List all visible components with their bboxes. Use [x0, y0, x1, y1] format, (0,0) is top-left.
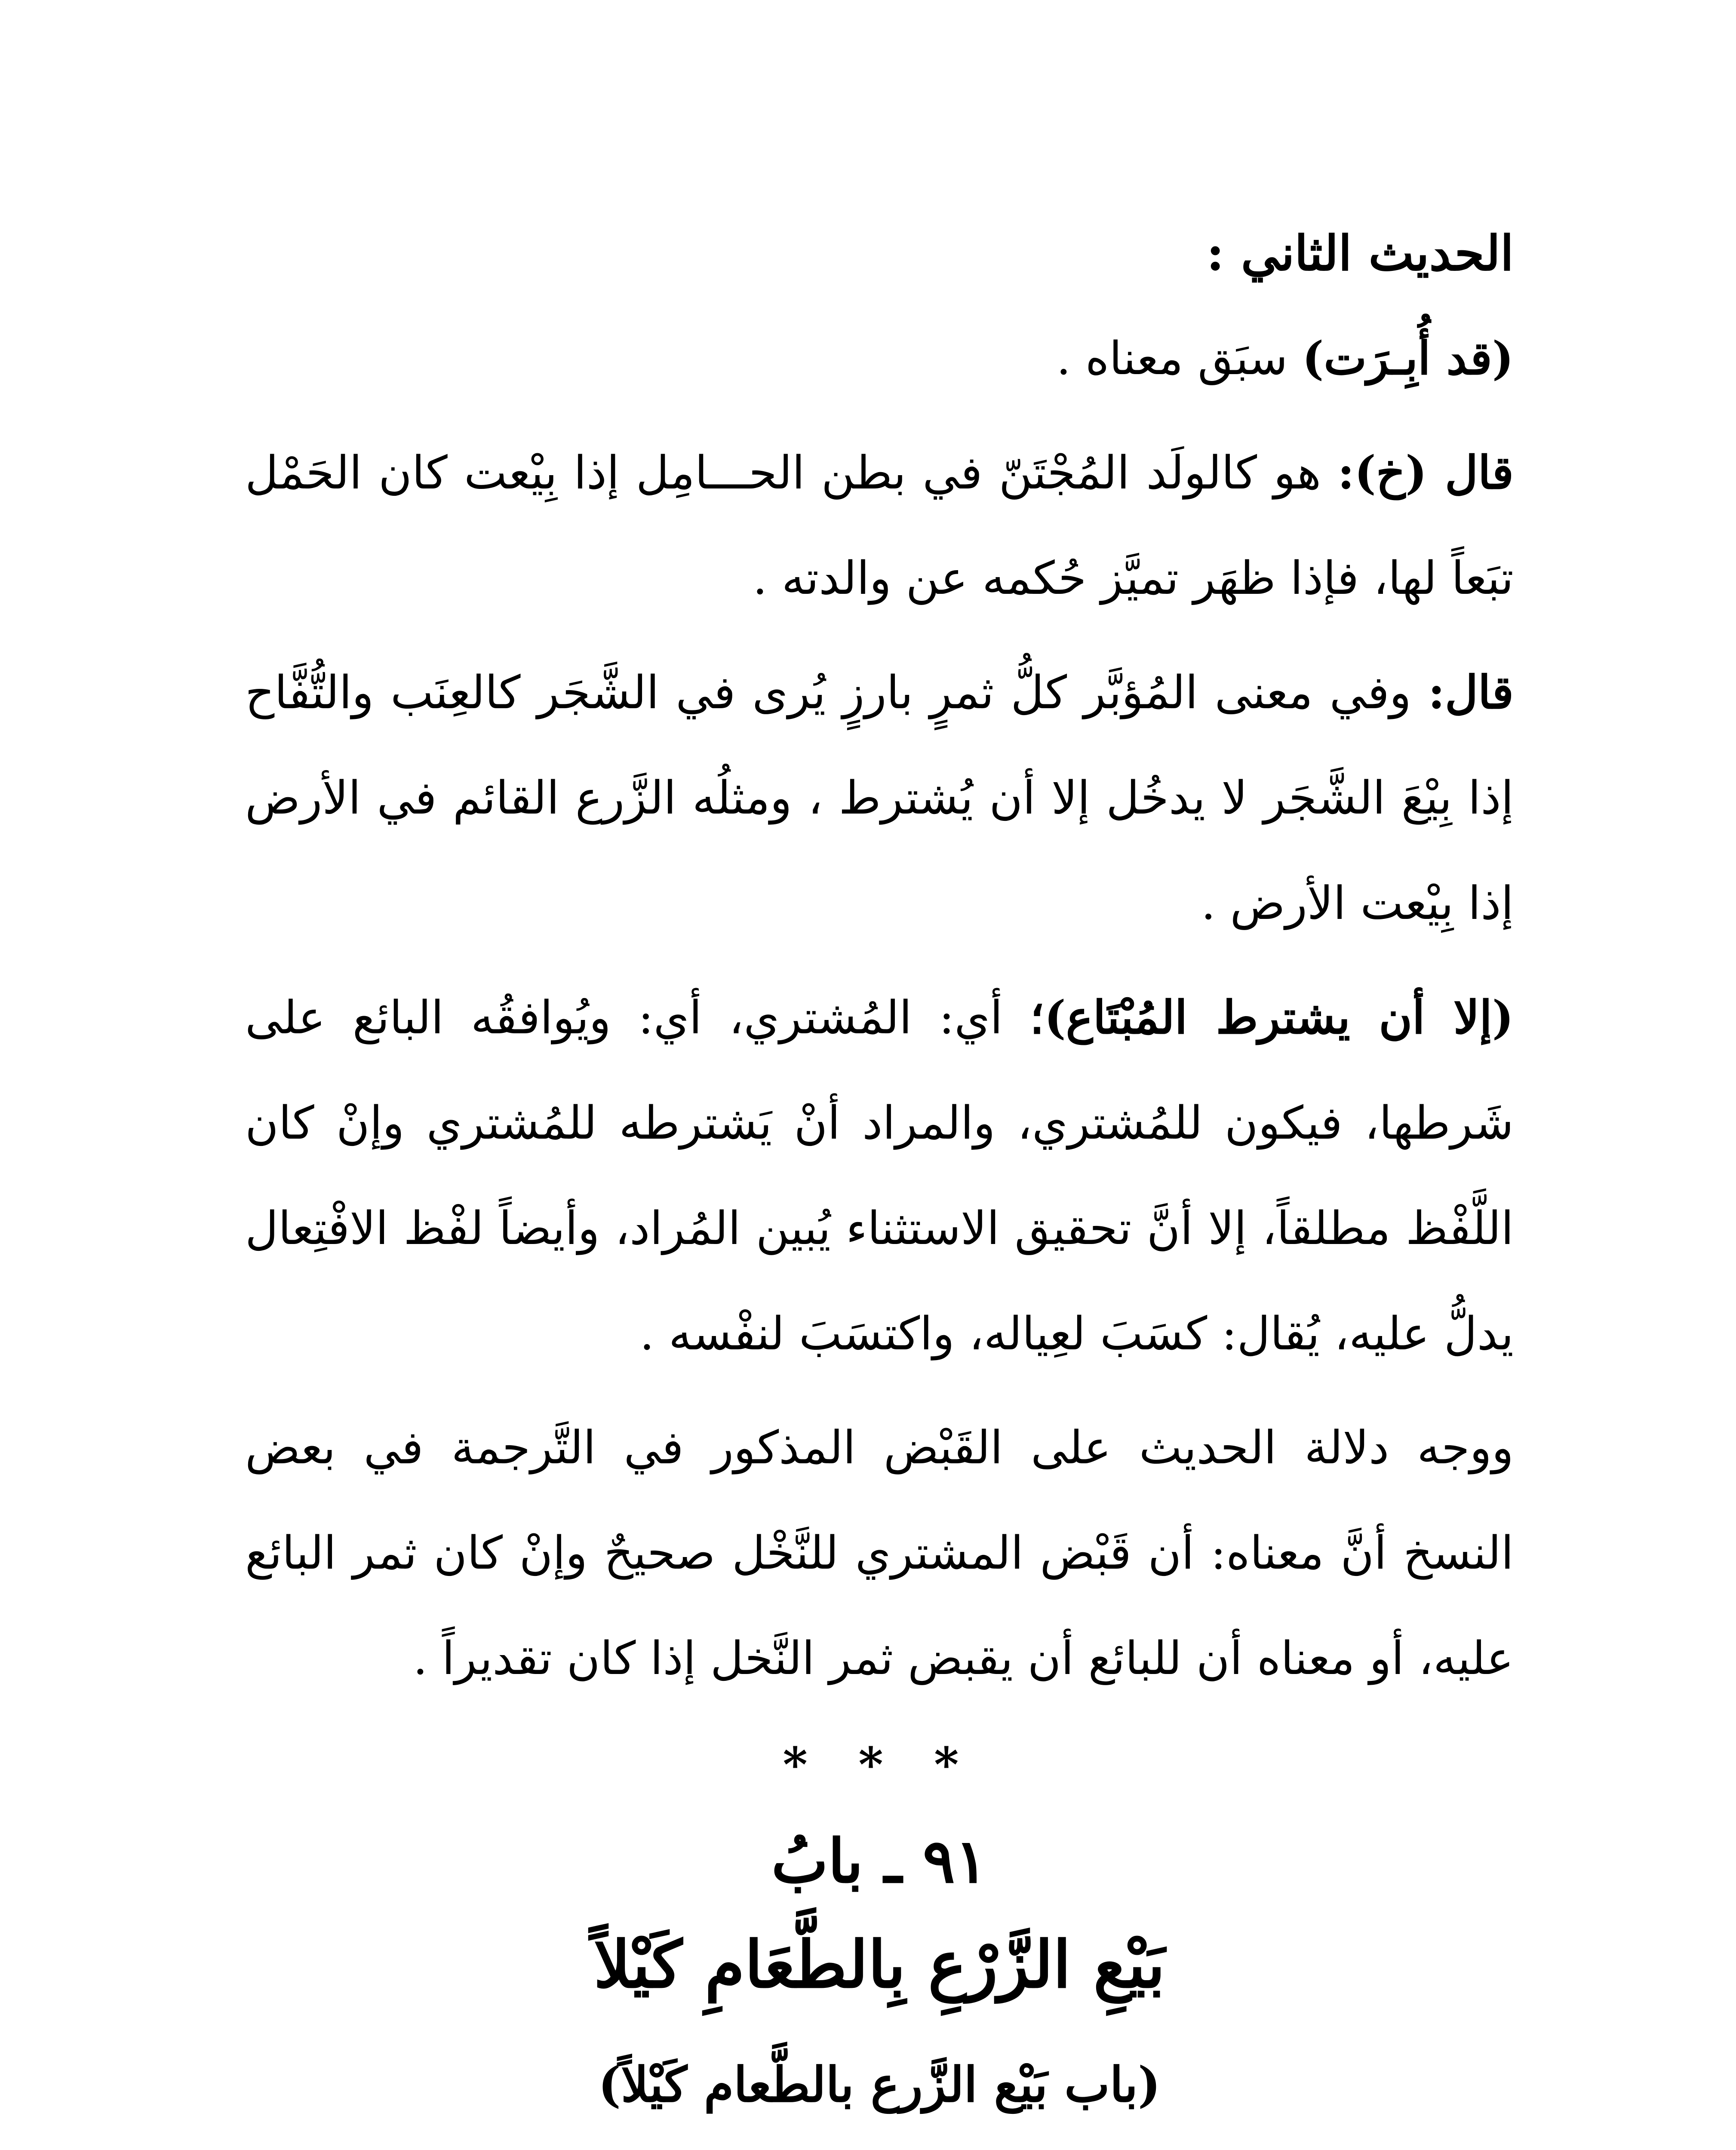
chapter-number: ٩١ ـ بابُ — [771, 1826, 988, 1897]
chapter-subtitle: (باب بَيْع الزَّرع بالطَّعام كَيْلاً) — [598, 2057, 1161, 2113]
paragraph-1 — [245, 420, 1514, 631]
page-body — [245, 202, 1514, 2150]
section-heading: الحديث الثاني : — [1206, 225, 1514, 282]
paragraph-text: وفي معنى المُؤبَّر كلُّ ثمرٍ بارزٍ يُرى في الشَّجَر كالعِنَب والتُّفَّاح إذا بِيْعَ الشَّجَر لا يدخُل إلا أن يُشترط ، ومثلُه الزَّرع القائم في الأرض إذا بِيْعت الأرض . — [245, 666, 1514, 930]
paragraph-lead: قال (خ): — [1337, 445, 1514, 499]
paragraph-lead: (إلا أن يشترط المُبْتَاع)؛ — [1029, 990, 1514, 1044]
quoted-phrase: (قد أُبِـرَت) — [1302, 331, 1514, 385]
paragraph-line1 — [245, 305, 1514, 411]
paragraph-text: أي: المُشتري، أي: ويُوافقُه البائع على شَرطها، فيكون للمُشتري، والمراد أنْ يَشترطه للمُشتري وإنْ كان اللَّفْظ مطلقاً، إلا أنَّ تحقيق الاستثناء يُبين المُراد، وأيضاً لفْظ الافْتِعال يدلُّ عليه، يُقال: كسَبَ لعِياله، واكتسَبَ لنفْسه . — [245, 991, 1514, 1360]
chapter-title: بَيْعِ الزَّرْعِ بِالطَّعَامِ كَيْلاً — [593, 1927, 1165, 2003]
paragraph-4: ووجه دلالة الحديث على القَبْض المذكور في التَّرجمة في بعض النسخ أنَّ معناه: أن قَبْض المشتري للنَّخْل صحيحٌ وإنْ كان ثمر البائع عليه، أو معناه أن للبائع أن يقبض ثمر النَّخل إذا كان تقديراً . — [245, 1421, 1514, 1685]
section-separator: * * * — [783, 1737, 976, 1792]
paragraph-text: سبَق معناه . — [1056, 332, 1288, 385]
paragraph-3 — [245, 964, 1514, 1386]
paragraph-lead: قال: — [1428, 665, 1514, 719]
hadith-line — [245, 2145, 1514, 2150]
paragraph-2 — [245, 639, 1514, 956]
paragraph-text: هو كالولَد المُجْتَنّ في بطن الحـــامِل إذا بِيْعت كان الحَمْل تبَعاً لها، فإذا ظهَر تميَّز حُكمه عن والدته . — [245, 446, 1514, 605]
